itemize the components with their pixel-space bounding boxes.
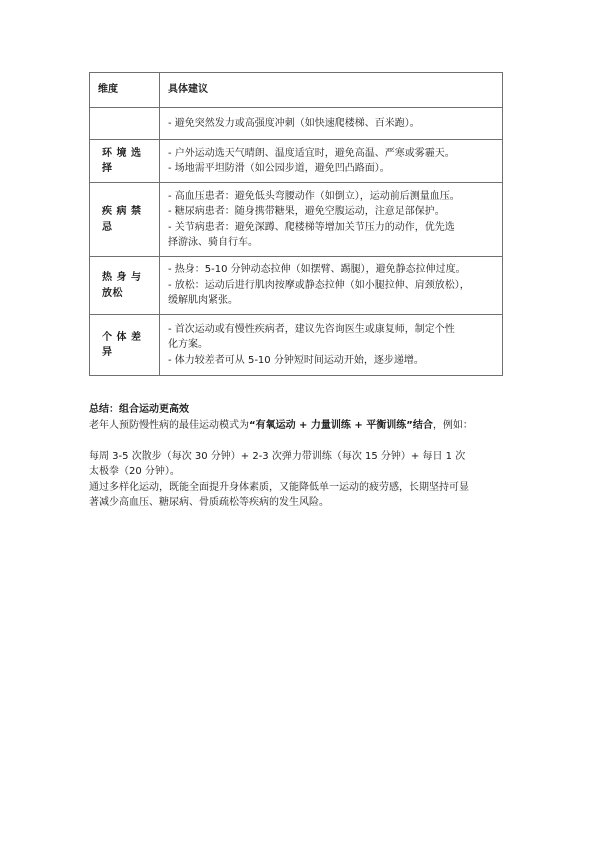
advice-cell <box>160 108 503 140</box>
header-advice: 具体建议 <box>160 73 503 108</box>
table-row <box>90 108 503 140</box>
advice-text: - 场地需平坦防滑（如公园步道，避免凹凸路面）。 <box>168 163 390 174</box>
dimension-cell <box>90 183 160 257</box>
dimension-cell <box>90 315 160 376</box>
advice-text: - 体力较差者可从 5-10 分钟短时间运动开始，逐步递增。 <box>168 354 424 366</box>
table-row <box>90 140 503 183</box>
advice-cell <box>160 183 503 257</box>
advice-text: - 避免突然发力或高强度冲刺（如快速爬楼梯、百米跑）。 <box>168 117 420 129</box>
table-row <box>90 183 503 257</box>
advice-text: - 高血压患者：避免低头弯腰动作（如倒立），运动前后测量血压。 <box>168 190 460 202</box>
header-dimension: 维度 <box>90 73 160 108</box>
dimension-text: 疾 病 禁 <box>102 206 142 217</box>
summary-conclusion-line: 通过多样化运动，既能全面提升身体素质，又能降低单一运动的疲劳感，长期坚持可显 <box>89 481 469 493</box>
advice-cell <box>160 257 503 315</box>
dimension-cell <box>90 140 160 183</box>
table-header-row <box>90 73 503 108</box>
advice-text: - 糖尿病患者：随身携带糖果，避免空腹运动，注意足部保护。 <box>168 206 445 217</box>
advice-text: 缓解肌肉紧张。 <box>168 295 238 307</box>
summary-highlight: “有氧运动 + 力量训练 + 平衡训练”结合 <box>249 419 433 431</box>
dimension-text: 放松 <box>102 287 123 299</box>
advice-cell <box>160 315 503 376</box>
dimension-text: 热 身 与 <box>102 272 142 283</box>
advice-text: - 放松：运动后进行肌肉按摩或静态拉伸（如小腿拉伸、肩颈放松）， <box>168 279 470 291</box>
advice-text: 化方案。 <box>168 339 208 351</box>
exercise-advice-table <box>89 72 503 376</box>
dimension-text: 环 境 选 <box>102 147 142 159</box>
summary-intro-suffix: ，例如： <box>432 419 473 431</box>
table-row <box>90 315 503 376</box>
advice-text: - 热身：5-10 分钟动态拉伸（如摆臂、踢腿），避免静态拉伸过度。 <box>168 264 466 276</box>
dimension-text: 个 体 差 <box>102 331 142 343</box>
advice-text: 择游泳、骑自行车。 <box>168 237 258 248</box>
advice-text: - 关节病患者：避免深蹲、爬楼梯等增加关节压力的动作，优先选 <box>168 221 455 233</box>
advice-text: - 首次运动或有慢性疾病者，建议先咨询医生或康复师，制定个性 <box>168 323 455 335</box>
dimension-text: 异 <box>102 347 113 358</box>
advice-text: - 户外运动选天气晴朗、温度适宜时，避免高温、严寒或雾霾天。 <box>168 147 455 159</box>
table-row <box>90 257 503 315</box>
dimension-cell <box>90 108 160 140</box>
summary-example-line: 每周 3-5 次散步（每次 30 分钟）+ 2-3 次弹力带训练（每次 15 分钟）+ 每日 1 次 <box>89 450 466 462</box>
summary-intro <box>89 418 519 434</box>
summary-section <box>89 402 519 511</box>
dimension-cell <box>90 257 160 315</box>
summary-intro-text: 老年人预防慢性病的最佳运动模式为 <box>89 419 249 431</box>
summary-title: 总结：组合运动更高效 <box>89 404 189 415</box>
summary-conclusion-line: 著减少高血压、糖尿病、骨质疏松等疾病的发生风险。 <box>89 497 329 508</box>
dimension-text: 择 <box>102 163 113 174</box>
summary-example-line: 太极拳（20 分钟）。 <box>89 466 180 477</box>
dimension-text: 忌 <box>102 221 113 233</box>
spacer <box>89 433 519 449</box>
advice-cell <box>160 140 503 183</box>
